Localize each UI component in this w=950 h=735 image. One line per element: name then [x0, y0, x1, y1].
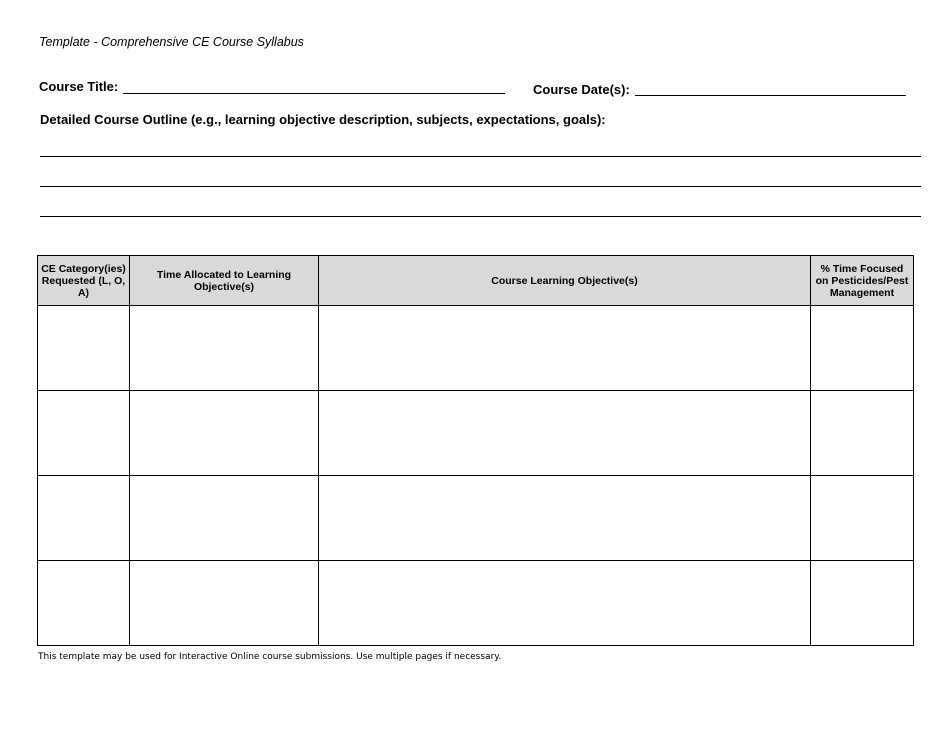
table-row — [38, 476, 914, 561]
table-row — [38, 391, 914, 476]
learning-objectives-table — [37, 255, 914, 646]
time-allocated-cell[interactable] — [130, 306, 319, 391]
footnote: This template may be used for Interactive Online course submissions. Use multiple pages if necessary. — [38, 652, 502, 662]
learning-objective-cell[interactable] — [319, 306, 811, 391]
ce-category-cell[interactable] — [38, 476, 130, 561]
course-dates-label: Course Date(s): — [533, 82, 630, 97]
learning-objective-cell[interactable] — [319, 391, 811, 476]
percent-time-cell[interactable] — [811, 476, 914, 561]
course-dates-field[interactable] — [635, 95, 906, 96]
outline-line-3[interactable] — [40, 216, 921, 217]
ce-category-cell[interactable] — [38, 391, 130, 476]
table-row — [38, 306, 914, 391]
outline-line-2[interactable] — [40, 186, 921, 187]
header-time-allocated: Time Allocated to Learning Objective(s) — [130, 256, 319, 306]
time-allocated-cell[interactable] — [130, 476, 319, 561]
header-ce-category: CE Category(ies) Requested (L, O, A) — [38, 256, 130, 306]
course-title-field[interactable] — [123, 93, 505, 94]
header-percent-time-pesticides: % Time Focused on Pesticides/Pest Management — [811, 256, 914, 306]
table-header-row — [38, 256, 914, 306]
outline-line-1[interactable] — [40, 156, 921, 157]
table-row — [38, 561, 914, 646]
time-allocated-cell[interactable] — [130, 561, 319, 646]
course-outline-label: Detailed Course Outline (e.g., learning objective description, subjects, expectations, goals): — [40, 112, 606, 127]
percent-time-cell[interactable] — [811, 306, 914, 391]
ce-category-cell[interactable] — [38, 561, 130, 646]
learning-objective-cell[interactable] — [319, 476, 811, 561]
course-title-label: Course Title: — [39, 79, 119, 94]
time-allocated-cell[interactable] — [130, 391, 319, 476]
percent-time-cell[interactable] — [811, 391, 914, 476]
percent-time-cell[interactable] — [811, 561, 914, 646]
learning-objective-cell[interactable] — [319, 561, 811, 646]
ce-category-cell[interactable] — [38, 306, 130, 391]
document-title: Template - Comprehensive CE Course Syllabus — [39, 35, 304, 49]
header-learning-objectives: Course Learning Objective(s) — [319, 256, 811, 306]
course-info-row — [39, 79, 919, 99]
